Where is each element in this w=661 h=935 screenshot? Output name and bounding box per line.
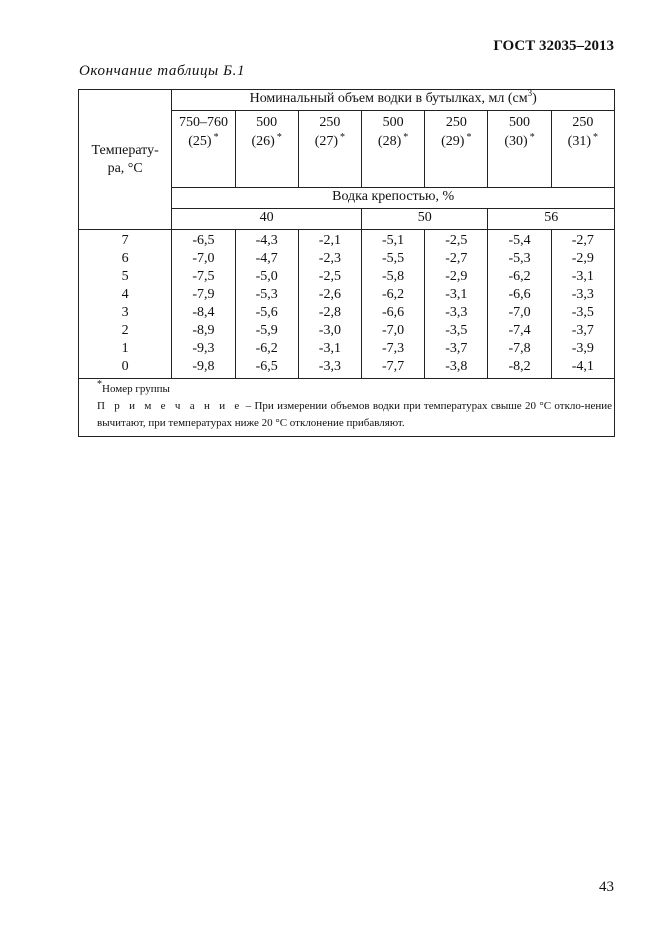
deviation-column <box>361 230 424 379</box>
deviation-value: -3,7 <box>571 323 594 338</box>
deviation-value: -2,5 <box>318 269 341 284</box>
deviation-value: -2,7 <box>445 251 468 266</box>
footnote-mark: * <box>213 132 219 143</box>
deviation-value: -6,2 <box>255 341 278 356</box>
deviation-value: -2,9 <box>445 269 468 284</box>
deviation-value: -5,6 <box>255 305 278 320</box>
strength-50: 50 <box>361 209 487 230</box>
strength-56: 56 <box>488 209 615 230</box>
deviation-value: -5,1 <box>382 233 405 248</box>
deviation-value: -3,0 <box>318 323 341 338</box>
volume-value: 250 <box>319 115 341 130</box>
deviation-value: -3,5 <box>445 323 468 338</box>
deviation-value: -5,3 <box>255 287 278 302</box>
temperature-value: 5 <box>121 269 129 284</box>
deviation-value: -2,5 <box>445 233 468 248</box>
deviation-value: -4,3 <box>255 233 278 248</box>
group-number: (25) <box>188 134 212 149</box>
deviation-value: -2,8 <box>318 305 341 320</box>
deviation-value: -5,5 <box>382 251 405 266</box>
deviation-value: -8,9 <box>192 323 215 338</box>
temperature-value: 1 <box>121 341 129 356</box>
deviation-value: -3,5 <box>571 305 594 320</box>
footnote-mark: * <box>466 132 472 143</box>
deviation-value: -6,5 <box>255 359 278 374</box>
volume-value: 500 <box>382 115 404 130</box>
deviation-value: -2,9 <box>571 251 594 266</box>
volume-header-superscript: 3 <box>527 88 533 98</box>
note-text: – При измерении объемов водки при температурах свыше 20 °С откло-нение вычитают, при температурах ниже 20 °С отклонение прибавляют. <box>97 400 612 429</box>
deviation-value: -4,1 <box>571 359 594 374</box>
group-number: (31) <box>567 134 591 149</box>
deviation-value: -9,8 <box>192 359 215 374</box>
deviation-value: -3,1 <box>445 287 468 302</box>
temperature-value: 6 <box>121 251 129 266</box>
deviation-value: -7,8 <box>508 341 531 356</box>
temperature-value: 4 <box>121 287 129 302</box>
group-number: (26) <box>251 134 275 149</box>
deviation-value: -7,4 <box>508 323 531 338</box>
deviation-value: -3,3 <box>445 305 468 320</box>
deviation-value: -5,9 <box>255 323 278 338</box>
deviation-value: -5,3 <box>508 251 531 266</box>
temperature-header-line2: ра, °С <box>107 160 143 176</box>
footnote-mark: * <box>340 132 346 143</box>
table-note <box>81 398 612 432</box>
deviation-table <box>78 89 615 437</box>
deviation-value: -8,4 <box>192 305 215 320</box>
deviation-value: -3,7 <box>445 341 468 356</box>
deviation-value: -6,6 <box>508 287 531 302</box>
deviation-column <box>298 230 361 379</box>
footnote-mark: * <box>529 132 535 143</box>
table-footer <box>79 379 615 437</box>
table-body-row <box>79 230 615 379</box>
temperature-header <box>79 90 172 230</box>
deviation-column <box>551 230 614 379</box>
temperature-value: 2 <box>121 323 129 338</box>
deviation-value: -9,3 <box>192 341 215 356</box>
deviation-value: -7,9 <box>192 287 215 302</box>
temperature-header-line1: Температу- <box>91 142 159 158</box>
deviation-value: -2,1 <box>318 233 341 248</box>
deviation-value: -3,1 <box>571 269 594 284</box>
volume-value: 250 <box>445 115 467 130</box>
volume-header-text: Номинальный объем водки в бутылках, мл (см <box>249 91 528 106</box>
volume-cell <box>298 111 361 188</box>
deviation-value: -6,2 <box>508 269 531 284</box>
deviation-value: -7,0 <box>192 251 215 266</box>
deviation-column <box>235 230 298 379</box>
footnote-mark: * <box>276 132 282 143</box>
volume-cell <box>488 111 551 188</box>
volume-value: 500 <box>256 115 278 130</box>
footnote-text: Номер группы <box>102 383 170 395</box>
deviation-value: -4,7 <box>255 251 278 266</box>
footnote-mark: * <box>97 379 102 390</box>
deviation-value: -2,6 <box>318 287 341 302</box>
deviation-column <box>425 230 488 379</box>
volume-header <box>172 90 615 111</box>
deviation-value: -8,2 <box>508 359 531 374</box>
deviation-value: -5,0 <box>255 269 278 284</box>
deviation-value: -7,0 <box>382 323 405 338</box>
volume-cell <box>551 111 614 188</box>
table-caption: Окончание таблицы Б.1 <box>79 63 246 79</box>
footnote-mark: * <box>403 132 409 143</box>
group-number: (27) <box>314 134 339 149</box>
deviation-value: -7,7 <box>382 359 405 374</box>
volume-value: 750–760 <box>178 115 228 130</box>
deviation-value: -3,3 <box>318 359 341 374</box>
page-number: 43 <box>599 879 614 895</box>
group-number: (29) <box>441 134 465 149</box>
table-header-row-1 <box>79 90 615 111</box>
deviation-value: -7,0 <box>508 305 531 320</box>
deviation-value: -7,5 <box>192 269 215 284</box>
deviation-value: -6,6 <box>382 305 405 320</box>
volume-cell <box>172 111 235 188</box>
temperature-value: 0 <box>121 359 129 374</box>
footnote-mark: * <box>592 132 598 143</box>
strength-40: 40 <box>172 209 362 230</box>
volume-header-end: ) <box>532 91 537 106</box>
deviation-value: -6,2 <box>382 287 405 302</box>
deviation-column <box>172 230 235 379</box>
deviation-value: -3,9 <box>571 341 594 356</box>
volume-cell <box>235 111 298 188</box>
deviation-value: -3,1 <box>318 341 341 356</box>
deviation-column <box>488 230 551 379</box>
deviation-value: -3,8 <box>445 359 468 374</box>
volume-cell <box>425 111 488 188</box>
note-label: П р и м е ч а н и е <box>97 400 243 412</box>
volume-value: 250 <box>572 115 594 130</box>
deviation-value: -7,3 <box>382 341 405 356</box>
table-footer-row <box>79 379 615 437</box>
temperature-value: 7 <box>121 233 129 248</box>
deviation-value: -5,4 <box>508 233 531 248</box>
deviation-value: -6,5 <box>192 233 215 248</box>
deviation-value: -5,8 <box>382 269 405 284</box>
group-number: (28) <box>377 134 402 149</box>
volume-value: 500 <box>509 115 531 130</box>
standard-designation: ГОСТ 32035–2013 <box>493 38 614 54</box>
deviation-value: -3,3 <box>571 287 594 302</box>
footnote <box>81 381 612 398</box>
temperature-column <box>79 230 172 379</box>
group-number: (30) <box>504 134 528 149</box>
deviation-value: -2,7 <box>571 233 594 248</box>
deviation-value: -2,3 <box>318 251 341 266</box>
strength-header: Водка крепостью, % <box>172 188 615 209</box>
volume-cell <box>361 111 424 188</box>
temperature-value: 3 <box>121 305 129 320</box>
